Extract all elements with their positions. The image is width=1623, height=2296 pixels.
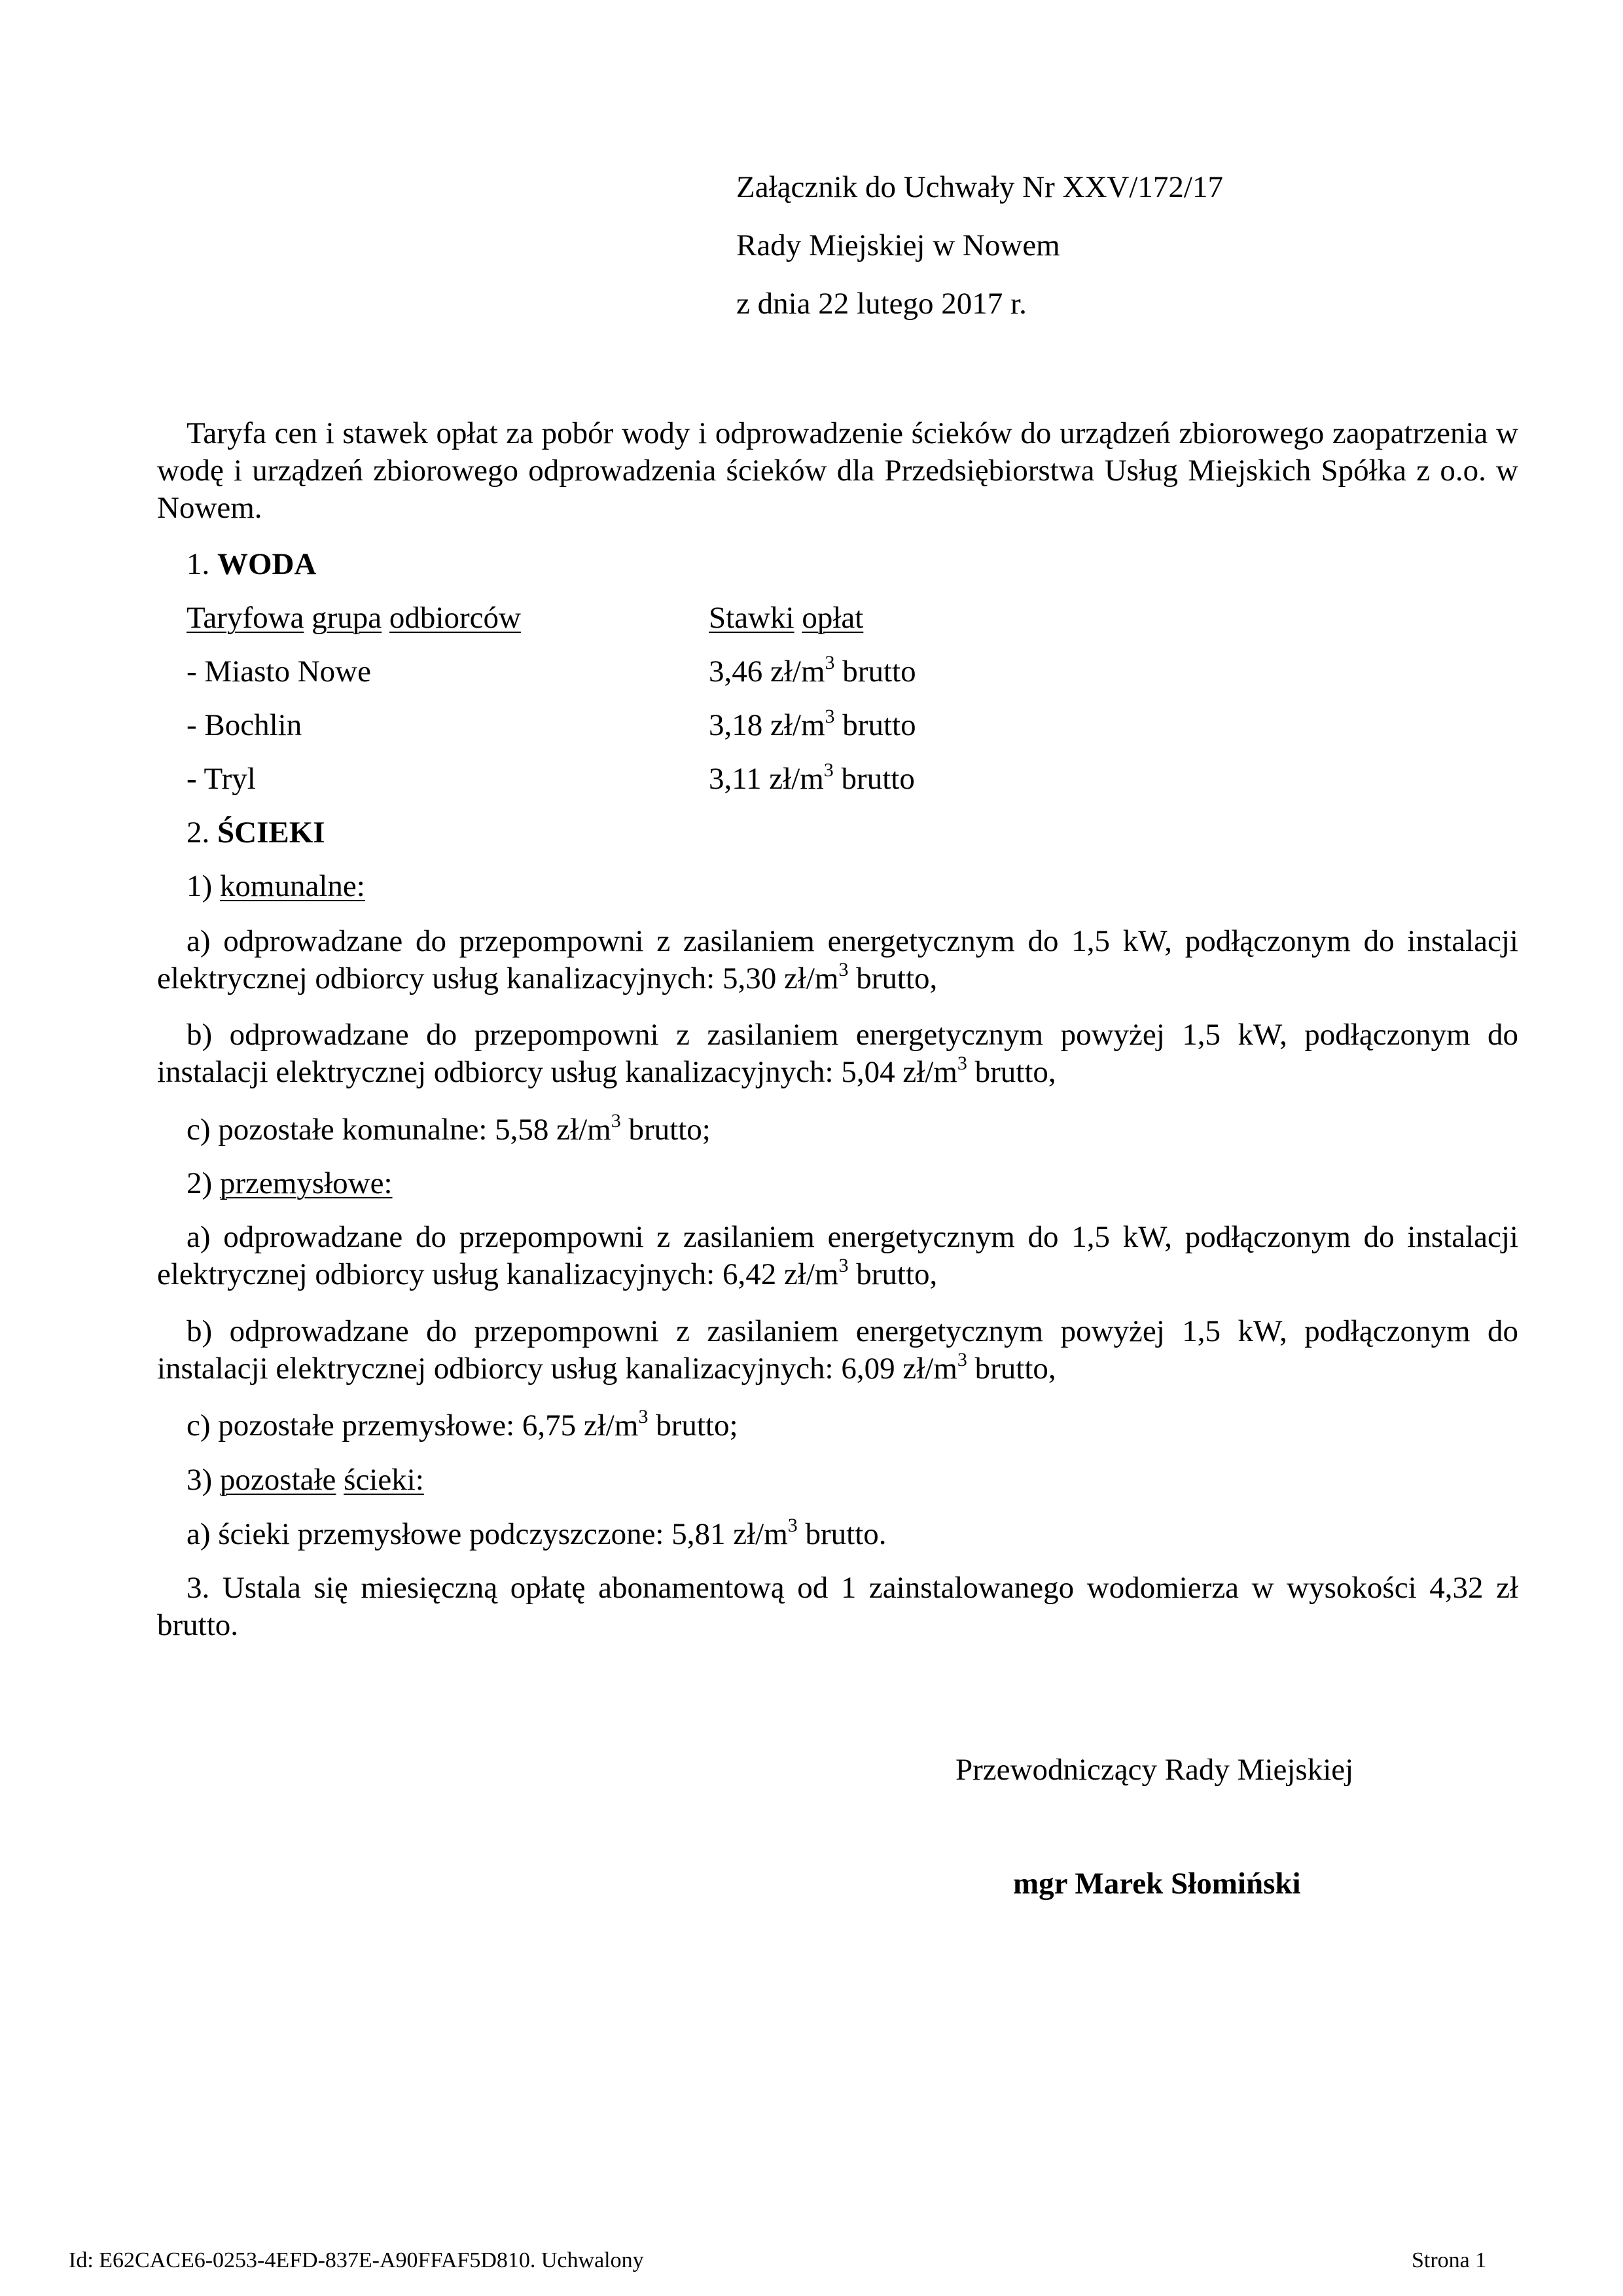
resolution-date: z dnia 22 lutego 2017 r. [736, 287, 1027, 321]
section-title: ŚCIEKI [217, 816, 325, 850]
section-water-heading [187, 546, 316, 583]
tariff-rate: 3,18 $zł/m^3$ brutto [709, 706, 916, 742]
document-id: Id: E62CACE6-0253-4EFD-837E-A90FFAF5D810. Uchwalony [69, 2248, 644, 2272]
page-number: Strona 1 [1412, 2248, 1487, 2272]
attachment-title: Załącznik do Uchwały Nr XXV/172/17 [736, 170, 1223, 204]
section-number: 1. [187, 547, 210, 581]
subscription-fee-paragraph: 3. Ustala się miesięczną opłatę abonamentową od 1 zainstalowanego wodomierza w wysokości 4,32 zł brutto. [157, 1571, 1518, 1642]
tariff-rate: 3,11 $zł/m^3$ brutto [709, 759, 915, 796]
section-number: 2. [187, 816, 210, 850]
rate-item: a) odprowadzane do przepompowni z zasilaniem energetycznym do 1,5 kW, podłączonym do instalacji elektrycznej odbiorcy usług kanalizacyjnych: 6,42 $zł/m^3$ brutto, [157, 1220, 1518, 1291]
tariff-group: - Tryl [187, 762, 256, 796]
subsection-municipal: 1) komunalne: [187, 869, 365, 903]
tariff-group: - Bochlin [187, 708, 302, 742]
section-title: WODA [217, 547, 317, 581]
column-header-group: Taryfowa grupa odbiorców [187, 601, 521, 635]
rate-item: a) odprowadzane do przepompowni z zasilaniem energetycznym do 1,5 kW, podłączonym do instalacji elektrycznej odbiorcy usług kanalizacyjnych: 5,30 $zł/m^3$ brutto, [157, 924, 1518, 996]
signature-role: Przewodniczący Rady Miejskiej [955, 1753, 1354, 1787]
rate-item: a) ścieki przemysłowe podczyszczone: 5,81 $zł/m^3$ brutto. [187, 1515, 887, 1551]
rate-item: c) pozostałe przemysłowe: 6,75 $zł/m^3$ brutto; [187, 1406, 738, 1443]
column-header-rate: Stawki opłat [709, 601, 864, 635]
subsection-other: 3) pozostałe ścieki: [187, 1463, 424, 1497]
rate-item: c) pozostałe komunalne: 5,58 $zł/m^3$ brutto; [187, 1110, 711, 1147]
intro-paragraph: Taryfa cen i stawek opłat za pobór wody i odprowadzenie ścieków do urządzeń zbiorowego zaopatrzenia w wodę i urządzeń zbiorowego odprowadzenia ścieków dla Przedsiębiorstwa Usług Miejskich Spółka z o.o. w Nowem. [157, 416, 1518, 525]
signature-name: mgr Marek Słomiński [1013, 1867, 1301, 1901]
section-sewage-heading [187, 814, 325, 851]
tariff-rate: 3,46 $zł/m^3$ brutto [709, 652, 916, 689]
rate-item: b) odprowadzane do przepompowni z zasilaniem energetycznym powyżej 1,5 kW, podłączonym do instalacji elektrycznej odbiorcy usług kanalizacyjnych: 6,09 $zł/m^3$ brutto, [157, 1314, 1518, 1386]
subsection-industrial: 2) przemysłowe: [187, 1166, 393, 1200]
council-name: Rady Miejskiej w Nowem [736, 228, 1060, 262]
tariff-group: - Miasto Nowe [187, 655, 371, 689]
rate-item: b) odprowadzane do przepompowni z zasilaniem energetycznym powyżej 1,5 kW, podłączonym do instalacji elektrycznej odbiorcy usług kanalizacyjnych: 5,04 $zł/m^3$ brutto, [157, 1018, 1518, 1089]
